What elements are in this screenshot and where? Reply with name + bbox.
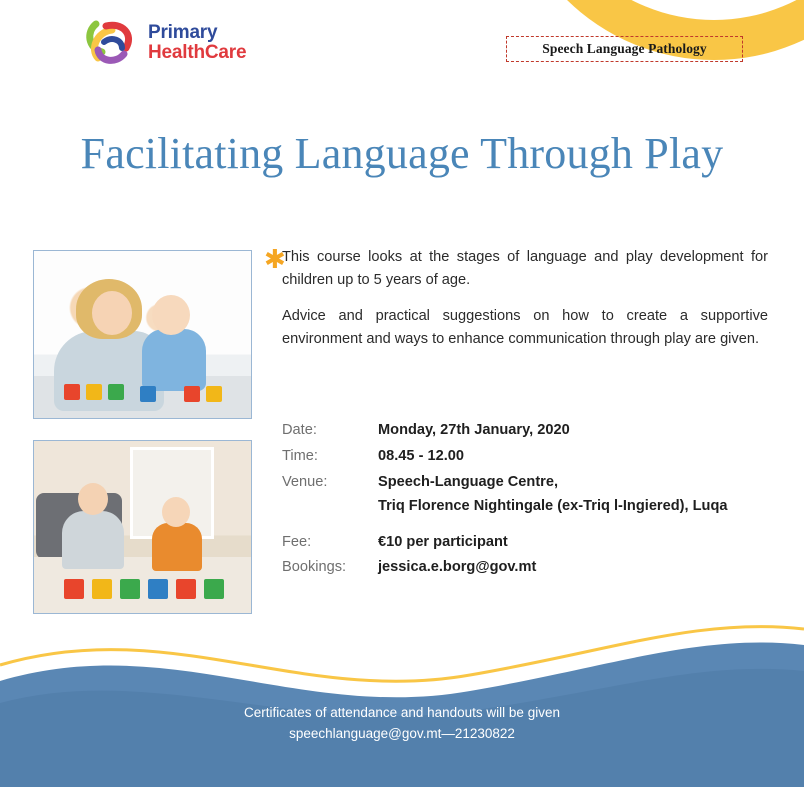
- detail-label-bookings: Bookings:: [282, 559, 347, 576]
- photo-1-block: [140, 386, 156, 402]
- detail-value-venue-group: [378, 472, 727, 518]
- detail-row-time: [282, 446, 752, 468]
- photo-1-mother-face: [92, 291, 132, 335]
- footer-note: [0, 703, 804, 745]
- photo-2-block: [64, 579, 84, 599]
- photo-1-block: [206, 386, 222, 402]
- detail-row-date: [282, 420, 752, 442]
- detail-row-venue: [282, 472, 752, 518]
- course-description-paragraph-1: This course looks at the stages of language and play development for children up to 5 years of age.: [282, 249, 768, 288]
- photo-1-baby-body: [142, 329, 206, 391]
- detail-row-bookings: [282, 557, 752, 579]
- page-title: Facilitating Language Through Play: [80, 129, 724, 178]
- brand-logo: [82, 12, 282, 74]
- asterisk-icon: ✱: [264, 244, 286, 274]
- photo-mother-and-baby-playing-with-blocks: [33, 250, 252, 419]
- photo-2-block: [176, 579, 196, 599]
- photo-2-block: [92, 579, 112, 599]
- detail-label-date: Date:: [282, 422, 317, 438]
- photo-1-block: [184, 386, 200, 402]
- department-badge-label: Speech Language Pathology: [542, 41, 707, 56]
- primary-healthcare-swirl-logo: [82, 14, 140, 72]
- detail-value-bookings-email[interactable]: jessica.e.borg@gov.mt: [378, 559, 537, 576]
- event-details: [282, 420, 752, 583]
- photo-2-mother-head: [78, 483, 108, 515]
- detail-label-fee: Fee:: [282, 533, 312, 550]
- photo-2-block: [148, 579, 168, 599]
- photo-2-toddler-head: [162, 497, 190, 527]
- photo-2-block: [204, 579, 224, 599]
- footer-line-2: speechlanguage@gov.mt—21230822: [289, 726, 515, 742]
- photo-mother-and-toddler-playing-on-rug: [33, 440, 252, 614]
- photo-1-block: [108, 384, 124, 400]
- detail-value-venue: Speech-Language Centre,: [378, 473, 559, 490]
- photo-2-block: [120, 579, 140, 599]
- detail-value-venue-address: Triq Florence Nightingale (ex-Triq l-Ingiered), Luqa: [378, 497, 728, 514]
- brand-wordmark: [148, 23, 246, 63]
- photo-1-block: [86, 384, 102, 400]
- photo-2-mother-body: [62, 511, 124, 569]
- brand-name-line1: Primary: [148, 22, 218, 44]
- detail-spacer: [282, 522, 752, 532]
- detail-value-date: Monday, 27th January, 2020: [378, 422, 570, 438]
- detail-value-time: 08.45 - 12.00: [378, 447, 465, 464]
- photo-2-toddler-body: [152, 523, 202, 571]
- detail-label-time: Time:: [282, 447, 318, 464]
- course-description: [282, 246, 768, 364]
- detail-value-fee: €10 per participant: [378, 533, 508, 550]
- course-description-paragraph-2: Advice and practical suggestions on how to create a supportive environment and ways to enhance communication through play are given.: [282, 308, 768, 347]
- detail-label-venue: Venue:: [282, 473, 328, 490]
- footer-wave-decoration: [0, 607, 804, 787]
- department-badge: [506, 36, 743, 62]
- detail-row-fee: [282, 532, 752, 554]
- photo-1-block: [64, 384, 80, 400]
- footer-line-1: Certificates of attendance and handouts will be given: [244, 705, 560, 721]
- photo-1-baby-head: [152, 295, 190, 335]
- brand-name-line2: HealthCare: [148, 42, 247, 63]
